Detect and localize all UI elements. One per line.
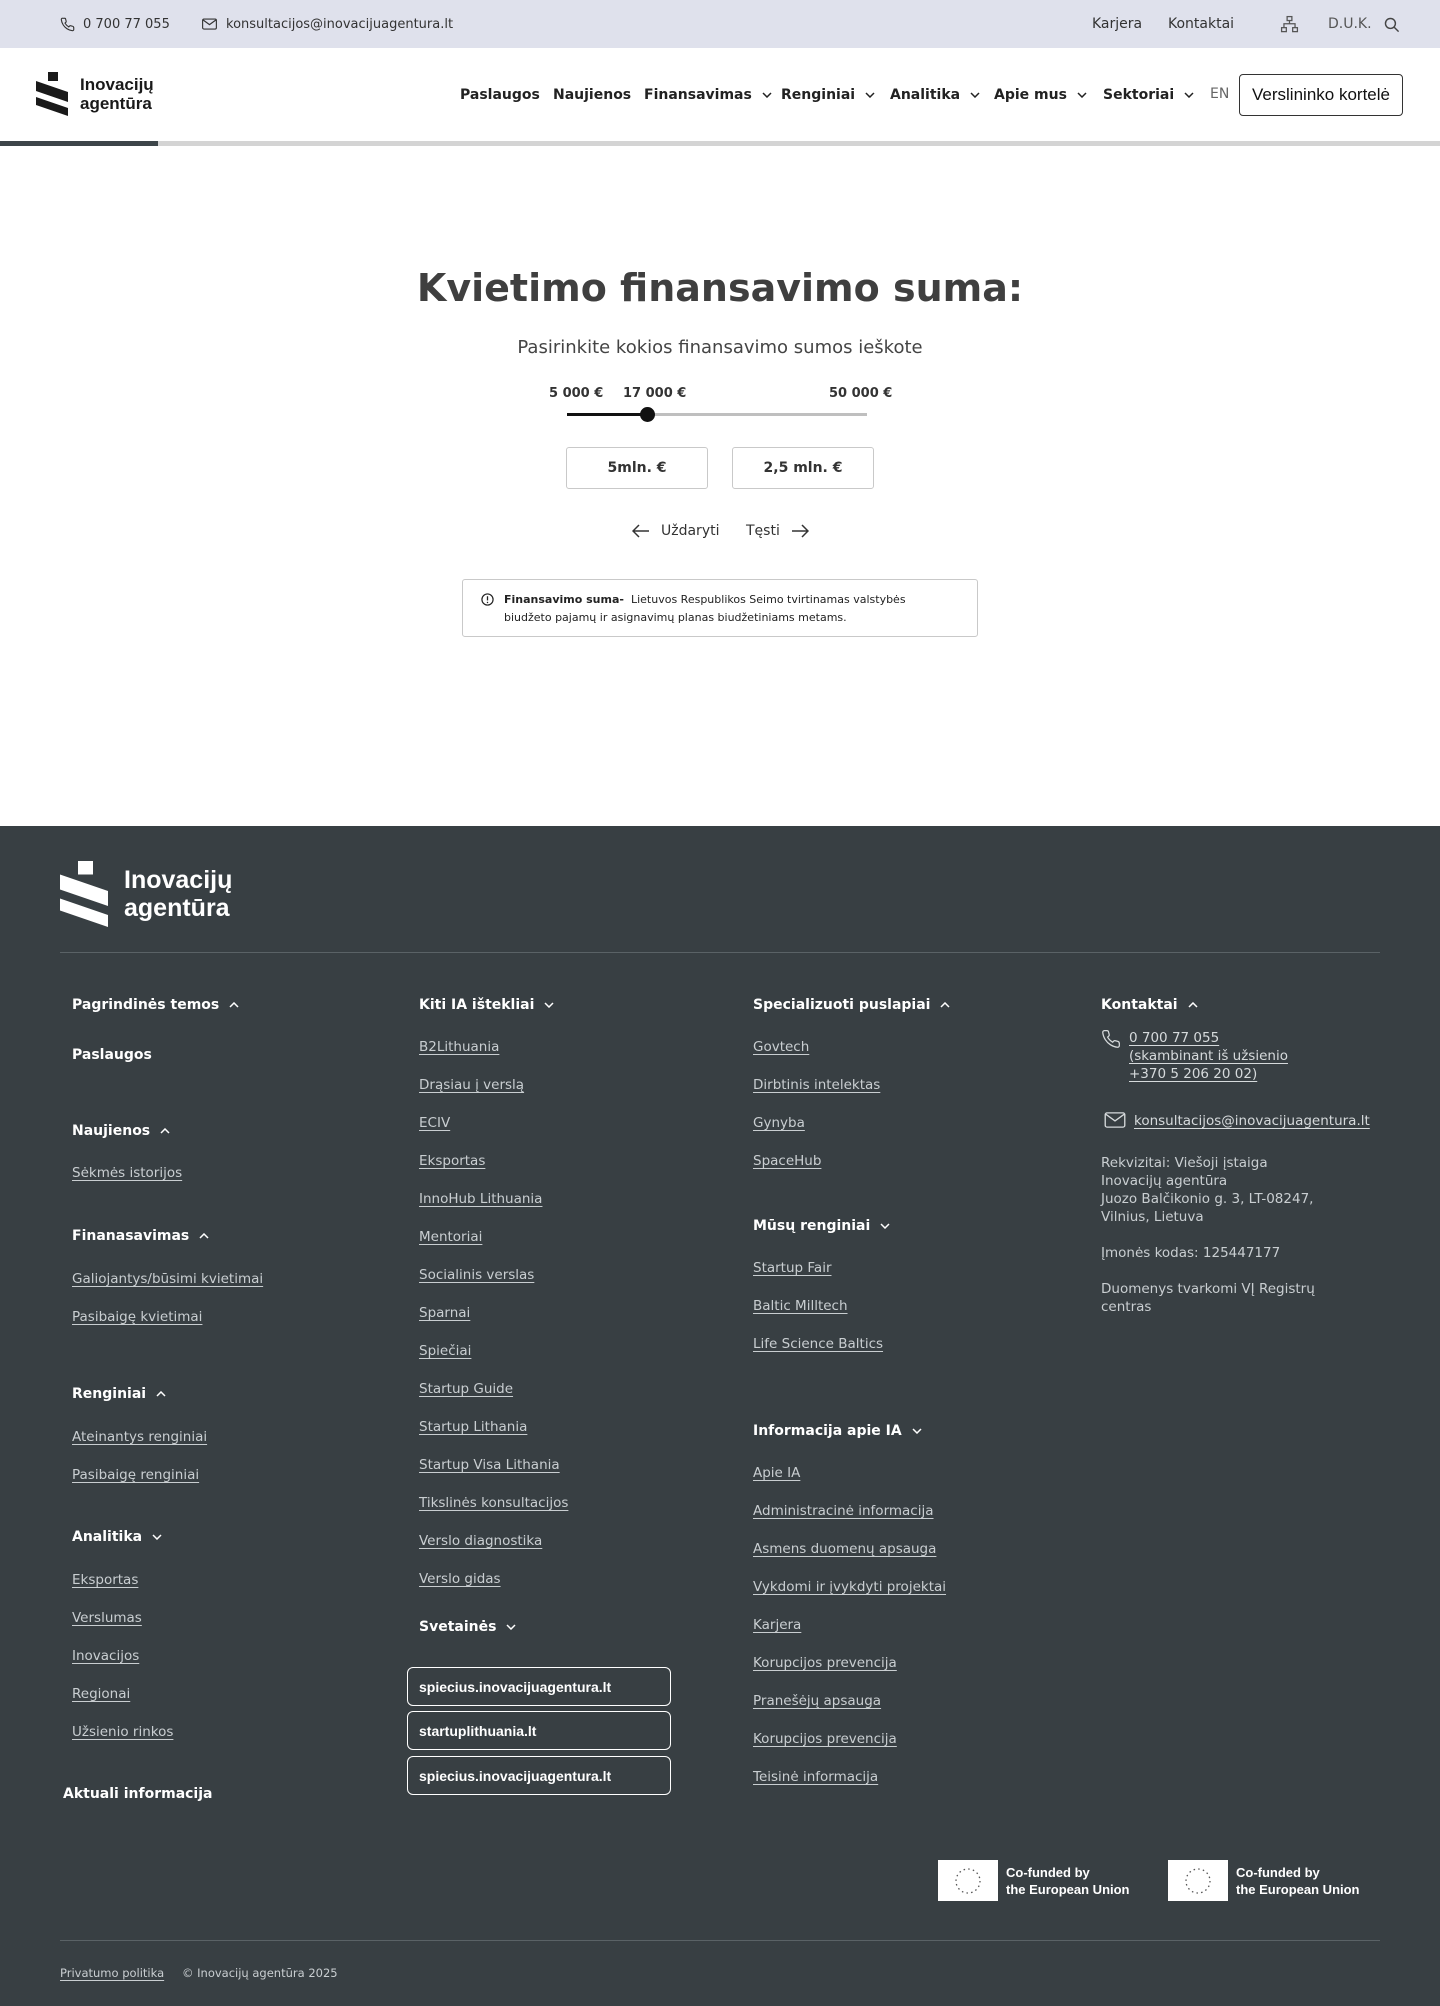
info-box bbox=[462, 579, 978, 637]
footer-link[interactable]: Startup Visa Lithania bbox=[419, 1457, 560, 1473]
footer-link[interactable]: ECIV bbox=[419, 1115, 451, 1131]
footer-heading-label[interactable]: Naujienos bbox=[72, 1123, 151, 1139]
logo-line-2: agentūra bbox=[80, 94, 152, 113]
nav-item-analitika[interactable] bbox=[890, 87, 980, 103]
footer-heading-label[interactable]: Finanasavimas bbox=[72, 1228, 190, 1244]
topbar-email[interactable] bbox=[202, 0, 453, 48]
footer-link[interactable]: Mentoriai bbox=[419, 1229, 483, 1245]
phone-icon bbox=[1101, 1029, 1121, 1049]
footer-link[interactable]: Ateinantys renginiai bbox=[72, 1429, 208, 1445]
footer-heading-naujienos[interactable] bbox=[72, 1123, 170, 1139]
footer-link[interactable]: Regionai bbox=[72, 1686, 131, 1702]
eu-cofunded-badge bbox=[938, 1860, 1130, 1901]
footer-link[interactable]: Eksportas bbox=[72, 1572, 139, 1588]
footer-heading-kiti-istekliai[interactable] bbox=[419, 997, 554, 1013]
footer-phone-line[interactable]: 0 700 77 055 bbox=[1129, 1030, 1220, 1046]
logo-line-1: Inovacijų bbox=[80, 75, 154, 94]
footer-link[interactable]: Korupcijos prevencija bbox=[753, 1731, 897, 1747]
footer-heading-svetaines[interactable] bbox=[419, 1619, 516, 1635]
site-footer bbox=[0, 826, 1440, 2006]
chevron-down-icon bbox=[1184, 92, 1194, 98]
footer-link[interactable]: Verslumas bbox=[72, 1610, 142, 1626]
footer-details-line: Rekvizitai: Viešoji įstaiga Inovacijų agentūra bbox=[1101, 1155, 1268, 1189]
mail-icon bbox=[202, 18, 217, 30]
footer-link[interactable]: Startup Lithania bbox=[419, 1419, 528, 1435]
footer-link[interactable]: Baltic Milltech bbox=[753, 1298, 848, 1314]
close-button-label[interactable]: Uždaryti bbox=[661, 523, 720, 539]
nav-item-renginiai[interactable] bbox=[781, 87, 875, 103]
eu-flag-icon bbox=[1168, 1860, 1228, 1901]
chevron-up-icon bbox=[940, 1002, 950, 1008]
eu-text-line: Co-funded by bbox=[1236, 1864, 1320, 1880]
footer-email-text[interactable]: konsultacijos@inovacijuagentura.lt bbox=[1134, 1113, 1370, 1129]
chevron-down-icon bbox=[1077, 92, 1087, 98]
nav-label[interactable]: Sektoriai bbox=[1103, 87, 1175, 103]
copyright-text: © Inovacijų agentūra 2025 bbox=[182, 1966, 338, 1980]
topbar-phone-text[interactable]: 0 700 77 055 bbox=[83, 16, 170, 32]
footer-contact-email[interactable] bbox=[1104, 1112, 1370, 1130]
footer-heading-label[interactable]: Kiti IA ištekliai bbox=[419, 997, 535, 1013]
eu-flag-icon bbox=[938, 1860, 998, 1901]
chevron-down-icon bbox=[762, 92, 772, 98]
footer-link[interactable]: Spiečiai bbox=[419, 1343, 472, 1359]
chevron-up-icon bbox=[229, 1002, 239, 1008]
footer-phone-line[interactable]: (skambinant iš užsienio bbox=[1129, 1048, 1288, 1064]
chevron-up-icon bbox=[1188, 1002, 1198, 1008]
amount-option-5mln[interactable]: 5mln. € bbox=[566, 447, 708, 489]
footer-heading-renginiai[interactable] bbox=[72, 1386, 166, 1402]
phone-icon bbox=[60, 17, 75, 32]
footer-heading-finansavimas[interactable] bbox=[72, 1228, 209, 1244]
topbar-link-karjera[interactable]: Karjera bbox=[1092, 16, 1143, 32]
chevron-up-icon bbox=[156, 1391, 166, 1397]
chevron-down-icon bbox=[506, 1624, 516, 1630]
site-button[interactable]: spiecius.inovacijuagentura.lt bbox=[407, 1667, 671, 1706]
footer-link[interactable]: Karjera bbox=[753, 1617, 802, 1633]
slider-max-label: 50 000 € bbox=[829, 386, 893, 401]
search-icon[interactable] bbox=[1383, 0, 1400, 48]
mail-icon bbox=[1104, 1112, 1126, 1128]
chevron-down-icon bbox=[152, 1534, 162, 1540]
footer-heading-kontaktai[interactable] bbox=[1101, 997, 1198, 1013]
info-text bbox=[504, 591, 954, 627]
footer-logo-text bbox=[124, 866, 232, 922]
topbar-email-text[interactable]: konsultacijos@inovacijuagentura.lt bbox=[226, 16, 454, 32]
slider-min-label: 5 000 € bbox=[549, 386, 604, 401]
footer-link[interactable]: Socialinis verslas bbox=[419, 1267, 535, 1283]
footer-heading-label[interactable]: Kontaktai bbox=[1101, 997, 1178, 1013]
arrow-left-icon bbox=[632, 524, 650, 538]
footer-heading-label[interactable]: Pagrindinės temos bbox=[72, 997, 220, 1013]
nav-label[interactable]: Paslaugos bbox=[460, 87, 540, 103]
eu-text-line: the European Union bbox=[1236, 1881, 1360, 1897]
slider-value-label: 17 000 € bbox=[623, 386, 687, 401]
nav-item-finansavimas[interactable] bbox=[644, 87, 772, 103]
footer-link[interactable]: Asmens duomenų apsauga bbox=[753, 1541, 937, 1557]
chevron-up-icon bbox=[199, 1233, 209, 1239]
chevron-down-icon bbox=[865, 92, 875, 98]
footer-link[interactable]: Inovacijos bbox=[72, 1648, 140, 1664]
info-icon bbox=[481, 593, 494, 606]
footer-divider-top bbox=[60, 952, 1380, 953]
step-progress-bar bbox=[0, 141, 1440, 146]
footer-link[interactable]: Gynyba bbox=[753, 1115, 805, 1131]
logo-mark-icon bbox=[36, 72, 72, 116]
footer-heading-analitika[interactable] bbox=[72, 1529, 162, 1545]
site-logo[interactable] bbox=[36, 72, 154, 116]
footer-link[interactable]: SpaceHub bbox=[753, 1153, 822, 1169]
footer-company-details bbox=[1101, 1154, 1331, 1226]
footer-link[interactable]: Tikslinės konsultacijos bbox=[419, 1495, 569, 1511]
footer-link[interactable]: B2Lithuania bbox=[419, 1039, 500, 1055]
nav-label[interactable]: Finansavimas bbox=[644, 87, 752, 103]
amount-slider[interactable] bbox=[567, 413, 867, 416]
eu-text-line: the European Union bbox=[1006, 1881, 1130, 1897]
footer-link[interactable]: Pranešėjų apsauga bbox=[753, 1693, 882, 1709]
topbar-link-kontaktai[interactable]: Kontaktai bbox=[1168, 16, 1235, 32]
chevron-down-icon bbox=[912, 1428, 922, 1434]
footer-logo[interactable] bbox=[60, 860, 232, 928]
site-button[interactable]: spiecius.inovacijuagentura.lt bbox=[407, 1756, 671, 1795]
footer-heading-label[interactable]: Svetainės bbox=[419, 1619, 497, 1635]
nav-label[interactable]: Renginiai bbox=[781, 87, 856, 103]
footer-link[interactable]: Vykdomi ir įvykdyti projektai bbox=[753, 1579, 947, 1595]
continue-button[interactable] bbox=[746, 523, 809, 539]
sitemap-icon[interactable] bbox=[1280, 0, 1299, 48]
footer-details-line: Juozo Balčikonio g. 3, LT-08247, Vilnius, Lietuva bbox=[1101, 1191, 1314, 1225]
privacy-policy-link[interactable]: Privatumo politika bbox=[60, 1966, 165, 1980]
topbar-duk[interactable]: D.U.K. bbox=[1328, 16, 1372, 32]
eu-cofunded-text bbox=[1006, 1864, 1130, 1898]
eu-cofunded-text bbox=[1236, 1864, 1360, 1898]
footer-link[interactable]: Apie IA bbox=[753, 1465, 801, 1481]
footer-link[interactable]: Administracinė informacija bbox=[753, 1503, 934, 1519]
site-header bbox=[0, 48, 1440, 142]
continue-button-label[interactable]: Tęsti bbox=[746, 523, 780, 539]
footer-link[interactable]: Korupcijos prevencija bbox=[753, 1655, 897, 1671]
chevron-down-icon bbox=[544, 1002, 554, 1008]
footer-phone-text[interactable] bbox=[1129, 1029, 1288, 1083]
eu-cofunded-badge bbox=[1168, 1860, 1360, 1901]
page-title: Kvietimo finansavimo suma: bbox=[416, 266, 1024, 310]
chevron-up-icon bbox=[160, 1128, 170, 1134]
footer-heading-label[interactable]: Mūsų renginiai bbox=[753, 1218, 871, 1234]
site-button[interactable]: startuplithuania.lt bbox=[407, 1711, 671, 1750]
footer-logo-line-1: Inovacijų bbox=[124, 866, 233, 894]
topbar-phone[interactable] bbox=[60, 0, 170, 48]
footer-link[interactable]: Startup Fair bbox=[753, 1260, 832, 1276]
footer-link[interactable]: Govtech bbox=[753, 1039, 810, 1055]
amount-option-2-5mln[interactable]: 2,5 mln. € bbox=[732, 447, 874, 489]
footer-link[interactable]: Sėkmės istorijos bbox=[72, 1165, 183, 1181]
footer-link[interactable]: Užsienio rinkos bbox=[72, 1724, 174, 1740]
footer-link-paslaugos[interactable]: Paslaugos bbox=[72, 1047, 152, 1063]
footer-link[interactable]: Eksportas bbox=[419, 1153, 486, 1169]
nav-label[interactable]: Apie mus bbox=[994, 87, 1067, 103]
footer-heading-label[interactable]: Informacija apie IA bbox=[753, 1423, 902, 1439]
slider-fill bbox=[567, 413, 647, 416]
nav-item-naujienos[interactable] bbox=[553, 87, 631, 103]
footer-link[interactable]: Teisinė informacija bbox=[753, 1769, 879, 1785]
slider-thumb[interactable] bbox=[640, 407, 655, 422]
verslininko-kortele-button[interactable]: Verslininko kortelė bbox=[1239, 74, 1403, 116]
footer-heading-informacija[interactable] bbox=[753, 1423, 922, 1439]
footer-link[interactable]: Pasibaigę renginiai bbox=[72, 1467, 200, 1483]
step-progress-fill bbox=[0, 141, 158, 146]
footer-link[interactable]: InnoHub Lithuania bbox=[419, 1191, 543, 1207]
footer-company-code: Įmonės kodas: 125447177 bbox=[1101, 1245, 1281, 1261]
footer-link[interactable]: Startup Guide bbox=[419, 1381, 514, 1397]
nav-label[interactable]: Analitika bbox=[890, 87, 961, 103]
arrow-right-icon bbox=[791, 524, 809, 538]
page-subtitle: Pasirinkite kokios finansavimo sumos ieškote bbox=[517, 337, 923, 358]
nav-item-paslaugos[interactable] bbox=[460, 87, 540, 103]
footer-heading-specializuoti[interactable] bbox=[753, 997, 950, 1013]
footer-link[interactable]: Galiojantys/būsimi kvietimai bbox=[72, 1271, 264, 1287]
nav-item-apie-mus[interactable] bbox=[994, 87, 1087, 103]
footer-heading-main-topics[interactable] bbox=[72, 997, 239, 1013]
chevron-down-icon bbox=[880, 1223, 890, 1229]
info-description: Lietuvos Respublikos Seimo tvirtinamas valstybės biudžeto pajamų ir asignavimų planas biudžetiniams metams. bbox=[504, 593, 906, 624]
footer-logo-mark-icon bbox=[60, 860, 114, 928]
chevron-down-icon bbox=[970, 92, 980, 98]
eu-text-line: Co-funded by bbox=[1006, 1864, 1090, 1880]
nav-item-sektoriai[interactable] bbox=[1103, 87, 1194, 103]
footer-link[interactable]: Verslo gidas bbox=[419, 1571, 501, 1587]
nav-label[interactable]: Naujienos bbox=[553, 87, 632, 103]
footer-link[interactable]: Sparnai bbox=[419, 1305, 471, 1321]
logo-text bbox=[80, 75, 154, 113]
close-button[interactable] bbox=[632, 523, 719, 539]
footer-heading-label[interactable]: Analitika bbox=[72, 1529, 143, 1545]
footer-link[interactable]: Pasibaigę kvietimai bbox=[72, 1309, 203, 1325]
language-switch[interactable]: EN bbox=[1210, 86, 1230, 102]
footer-link[interactable]: Drąsiau į verslą bbox=[419, 1077, 525, 1093]
top-bar bbox=[0, 0, 1440, 48]
info-term: Finansavimo suma- bbox=[504, 593, 624, 606]
footer-registry: Duomenys tvarkomi VĮ Registrų centras bbox=[1101, 1281, 1315, 1315]
footer-logo-line-2: agentūra bbox=[124, 894, 230, 922]
footer-heading-musu-renginiai[interactable] bbox=[753, 1218, 890, 1234]
footer-link[interactable]: Verslo diagnostika bbox=[419, 1533, 543, 1549]
footer-link[interactable]: Dirbtinis intelektas bbox=[753, 1077, 881, 1093]
footer-heading-label[interactable]: Specializuoti puslapiai bbox=[753, 997, 931, 1013]
footer-phone-line[interactable]: +370 5 206 20 02) bbox=[1129, 1066, 1258, 1082]
footer-link[interactable]: Life Science Baltics bbox=[753, 1336, 884, 1352]
footer-divider-bottom bbox=[60, 1940, 1380, 1941]
footer-heading-label[interactable]: Renginiai bbox=[72, 1386, 147, 1402]
footer-contact-phone[interactable] bbox=[1101, 1029, 1288, 1083]
footer-link-aktuali-informacija[interactable]: Aktuali informacija bbox=[63, 1786, 213, 1802]
